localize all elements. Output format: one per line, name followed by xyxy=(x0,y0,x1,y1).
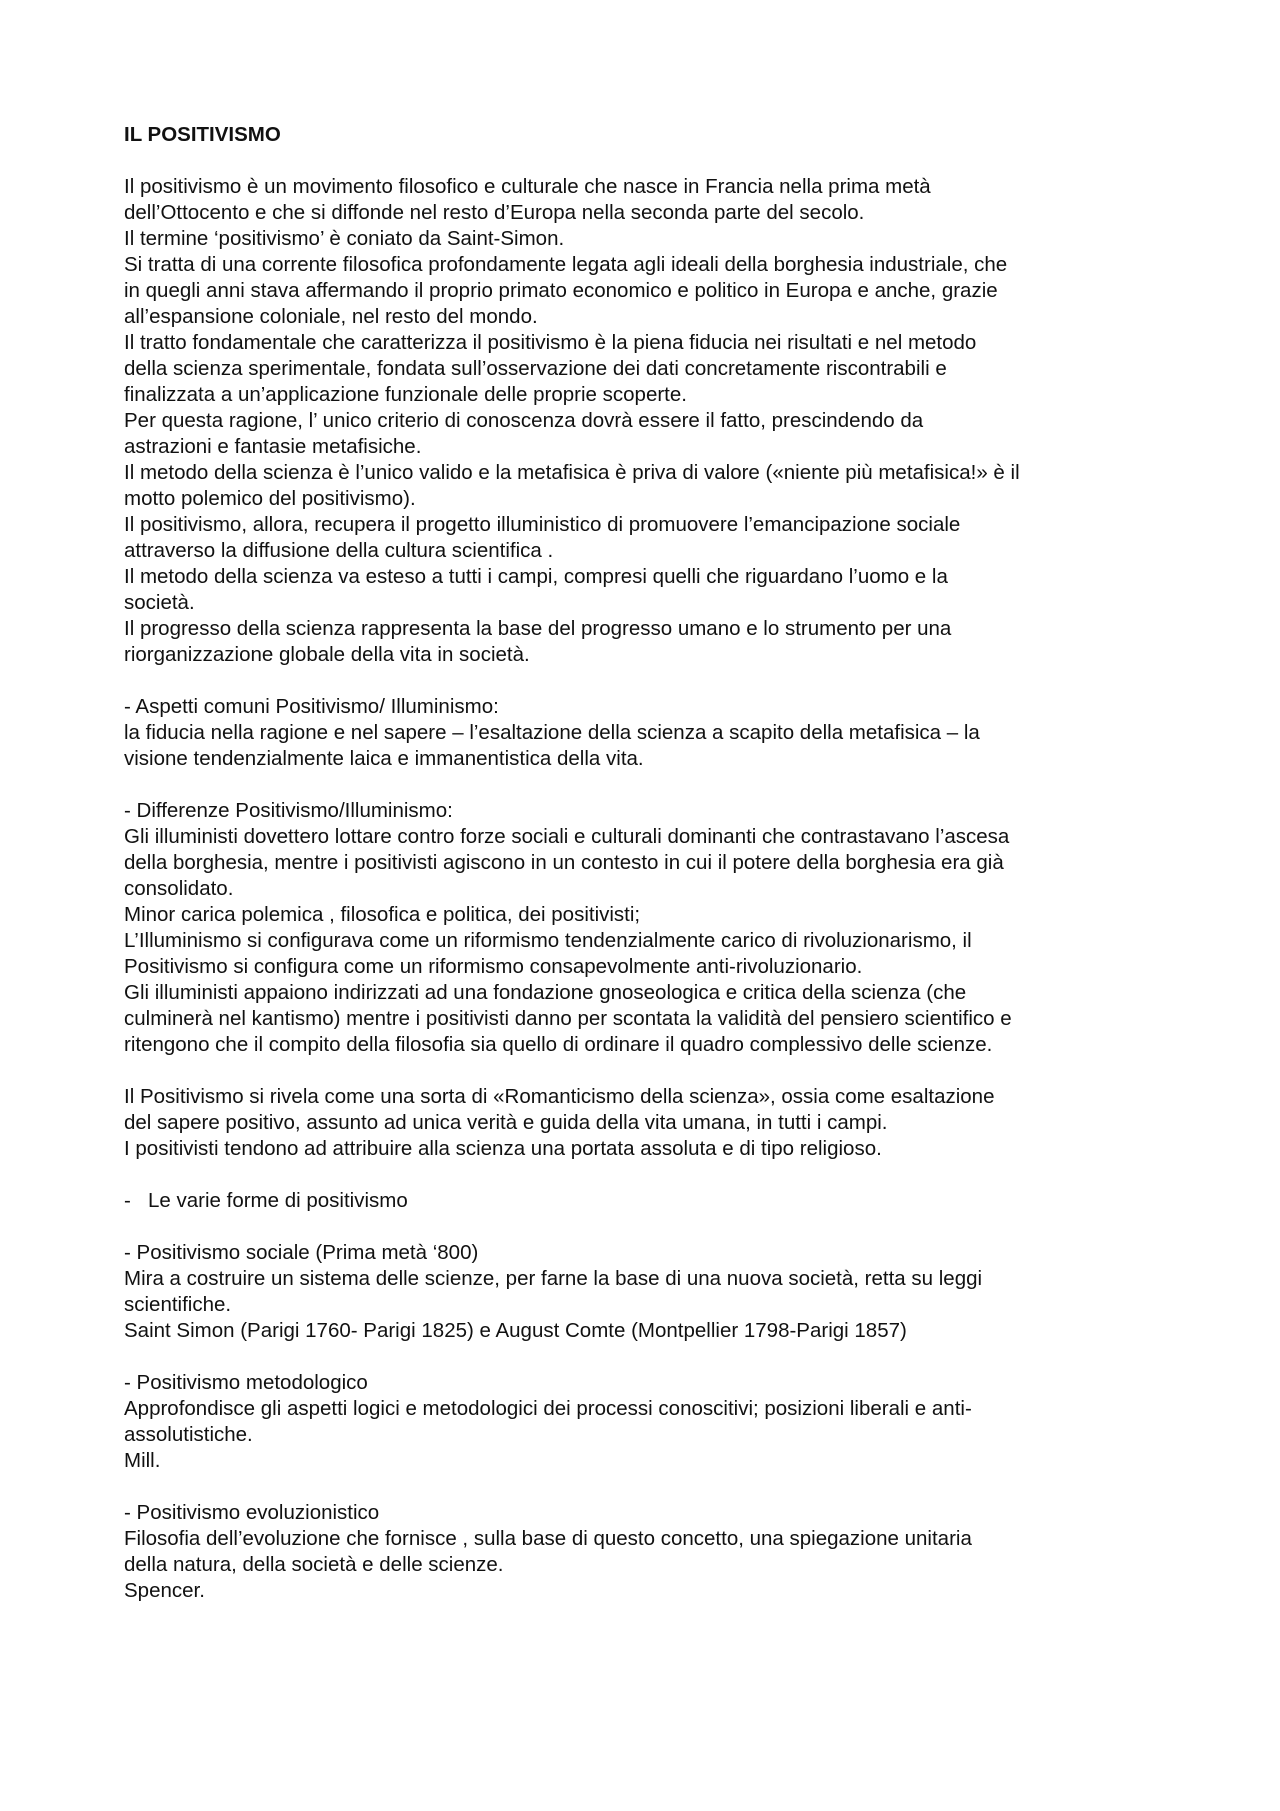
forms-heading-section xyxy=(124,1188,1184,1214)
text-line: Filosofia dell’evoluzione che fornisce , sulla base di questo concetto, una spiegazione unitaria xyxy=(124,1527,972,1550)
text-line: della scienza sperimentale, fondata sull’osservazione dei dati concretamente riscontrabili e xyxy=(124,357,947,380)
text-line: Si tratta di una corrente filosofica profondamente legata agli ideali della borghesia industriale, che xyxy=(124,253,1008,276)
forms-heading xyxy=(124,1188,1184,1214)
text-line: della borghesia, mentre i positivisti agiscono in un contesto in cui il potere della borghesia era già xyxy=(124,851,1004,874)
text-line: Per questa ragione, l’ unico criterio di conoscenza dovrà essere il fatto, prescindendo da xyxy=(124,409,924,432)
text-line: del sapere positivo, assunto ad unica verità e guida della vita umana, in tutti i campi. xyxy=(124,1111,888,1134)
text-line: Gli illuministi dovettero lottare contro forze sociali e culturali dominanti che contrastavano l’ascesa xyxy=(124,825,1010,848)
document-page xyxy=(124,122,1184,1630)
text-line: ritengono che il compito della filosofia sia quello di ordinare il quadro complessivo delle scienze. xyxy=(124,1033,993,1056)
forms-heading-text: Le varie forme di positivismo xyxy=(148,1189,408,1212)
evolutionary-positivism-section xyxy=(124,1500,1184,1604)
document-title: IL POSITIVISMO xyxy=(124,123,281,146)
text-line: astrazioni e fantasie metafisiche. xyxy=(124,435,422,458)
text-line: consolidato. xyxy=(124,877,234,900)
text-line: I positivisti tendono ad attribuire alla scienza una portata assoluta e di tipo religioso. xyxy=(124,1137,882,1160)
differences-section xyxy=(124,798,1184,1058)
text-line: dell’Ottocento e che si diffonde nel resto d’Europa nella seconda parte del secolo. xyxy=(124,201,865,224)
common-aspects-section xyxy=(124,694,1184,772)
text-line: la fiducia nella ragione e nel sapere – l’esaltazione della scienza a scapito della metafisica – la xyxy=(124,721,980,744)
text-line: Minor carica polemica , filosofica e politica, dei positivisti; xyxy=(124,903,641,926)
text-line: Il positivismo è un movimento filosofico e culturale che nasce in Francia nella prima metà xyxy=(124,175,931,198)
text-line: L’Illuminismo si configurava come un riformismo tendenzialmente carico di rivoluzionarismo, il xyxy=(124,929,972,952)
text-line: attraverso la diffusione della cultura scientifica . xyxy=(124,539,554,562)
text-line: Il termine ‘positivismo’ è coniato da Saint-Simon. xyxy=(124,227,565,250)
text-line: della natura, della società e delle scienze. xyxy=(124,1553,504,1576)
text-line: motto polemico del positivismo). xyxy=(124,487,416,510)
text-line: Il positivismo, allora, recupera il progetto illuministico di promuovere l’emancipazione sociale xyxy=(124,513,961,536)
text-line: visione tendenzialmente laica e immanentistica della vita. xyxy=(124,747,644,770)
text-line: scientifiche. xyxy=(124,1293,232,1316)
section-heading: - Positivismo sociale (Prima metà ‘800) xyxy=(124,1241,479,1264)
text-line: culminerà nel kantismo) mentre i positivisti danno per scontata la validità del pensiero scientifico e xyxy=(124,1007,1012,1030)
section-heading: - Differenze Positivismo/Illuminismo: xyxy=(124,799,453,822)
text-line: finalizzata a un’applicazione funzionale delle proprie scoperte. xyxy=(124,383,687,406)
text-line: riorganizzazione globale della vita in società. xyxy=(124,643,530,666)
text-line: Spencer. xyxy=(124,1579,205,1602)
text-line: in quegli anni stava affermando il proprio primato economico e politico in Europa e anche, grazie xyxy=(124,279,998,302)
section-heading: - Positivismo evoluzionistico xyxy=(124,1501,380,1524)
intro-paragraph xyxy=(124,174,1184,668)
text-line: società. xyxy=(124,591,195,614)
text-line: Gli illuministi appaiono indirizzati ad una fondazione gnoseologica e critica della scienza (che xyxy=(124,981,967,1004)
text-line: all’espansione coloniale, nel resto del mondo. xyxy=(124,305,538,328)
text-line: Il progresso della scienza rappresenta la base del progresso umano e lo strumento per una xyxy=(124,617,952,640)
section-heading: - Positivismo metodologico xyxy=(124,1371,368,1394)
text-line: Saint Simon (Parigi 1760- Parigi 1825) e August Comte (Montpellier 1798-Parigi 1857) xyxy=(124,1319,907,1342)
text-line: Il metodo della scienza è l’unico valido e la metafisica è priva di valore («niente più metafisica!» è il xyxy=(124,461,1020,484)
romanticism-paragraph xyxy=(124,1084,1184,1162)
section-heading: - Aspetti comuni Positivismo/ Illuminismo: xyxy=(124,695,499,718)
text-line: Approfondisce gli aspetti logici e metodologici dei processi conoscitivi; posizioni liberali e anti- xyxy=(124,1397,972,1420)
social-positivism-section xyxy=(124,1240,1184,1344)
methodological-positivism-section xyxy=(124,1370,1184,1474)
text-line: Mill. xyxy=(124,1449,161,1472)
list-dash: - xyxy=(124,1189,131,1212)
text-line: Mira a costruire un sistema delle scienze, per farne la base di una nuova società, retta su leggi xyxy=(124,1267,983,1290)
text-line: assolutistiche. xyxy=(124,1423,253,1446)
text-line: Il Positivismo si rivela come una sorta di «Romanticismo della scienza», ossia come esaltazione xyxy=(124,1085,995,1108)
text-line: Positivismo si configura come un riformismo consapevolmente anti-rivoluzionario. xyxy=(124,955,863,978)
text-line: Il metodo della scienza va esteso a tutti i campi, compresi quelli che riguardano l’uomo e la xyxy=(124,565,948,588)
text-line: Il tratto fondamentale che caratterizza il positivismo è la piena fiducia nei risultati e nel metodo xyxy=(124,331,977,354)
